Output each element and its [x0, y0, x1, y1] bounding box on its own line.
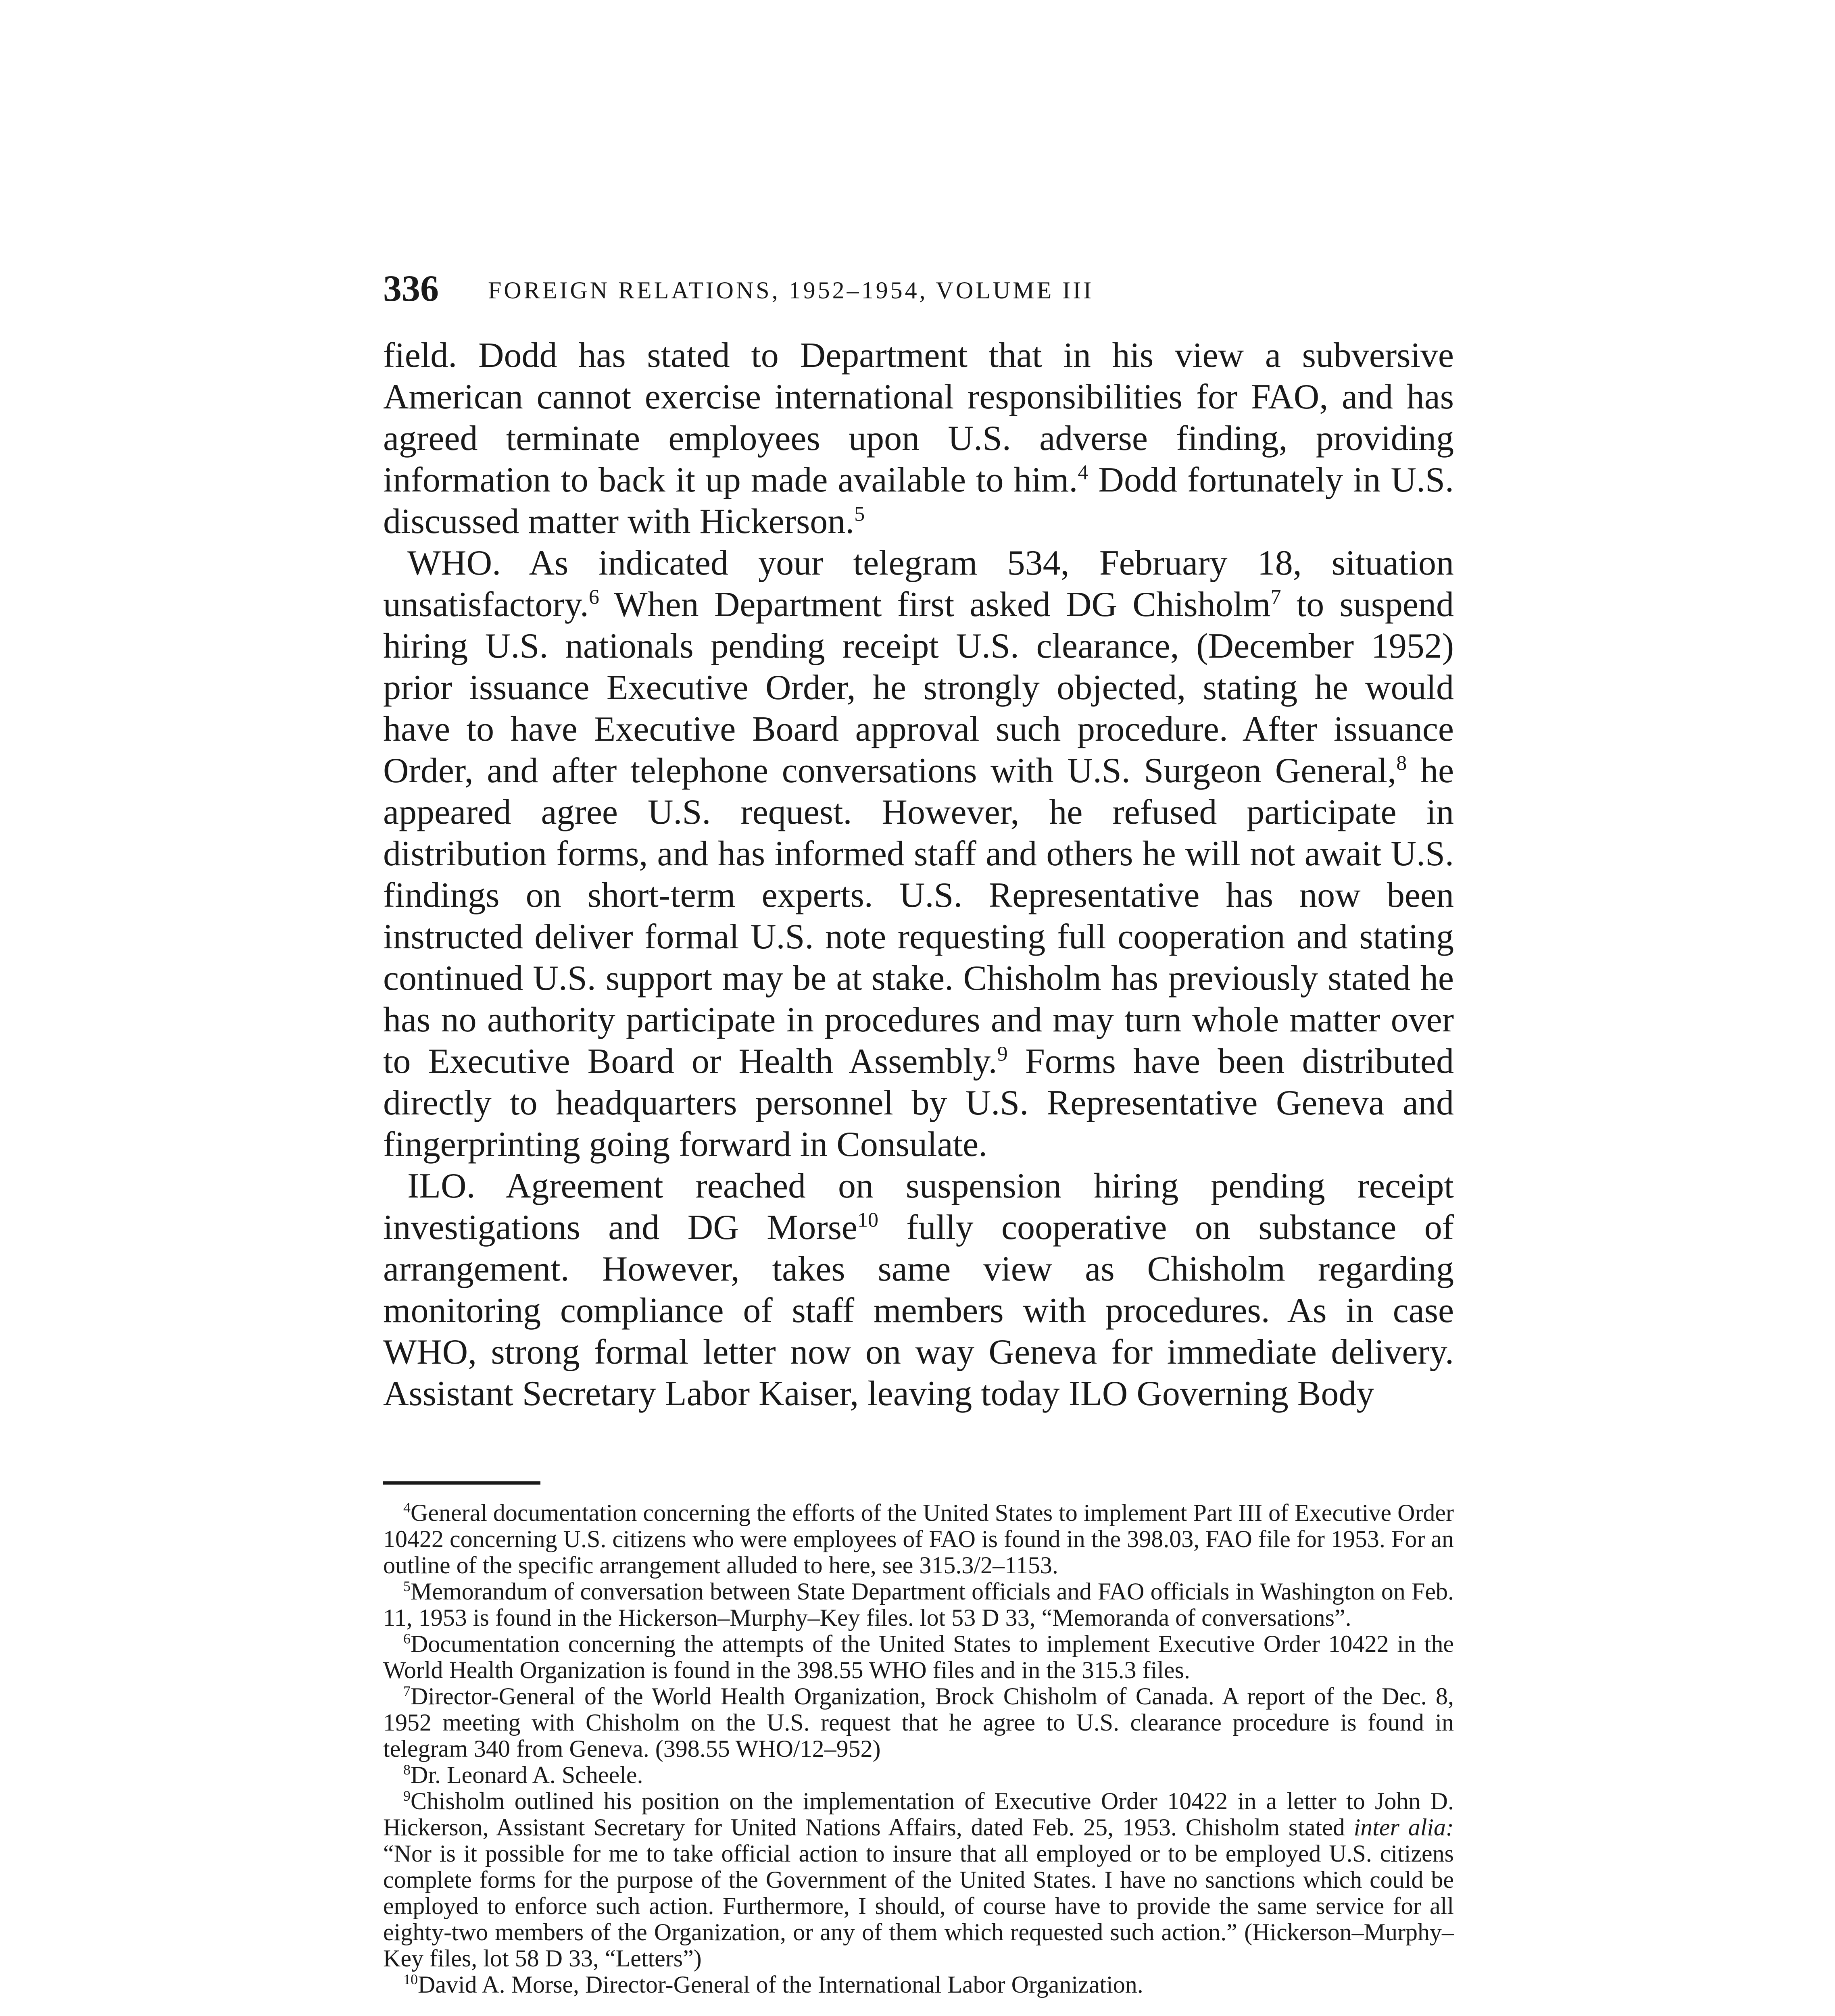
page-number: 336	[383, 268, 439, 309]
footnote-ref-7: 7	[1270, 585, 1281, 609]
body-text	[383, 335, 1454, 1414]
paragraph-fao: field. Dodd has stated to Department that in his view a subversive American cannot exercise international responsibilities for FAO, and has agreed terminate employees upon U.S. adverse finding, providing information to back it up made available to him.$^4$ Dodd fortunately in U.S. discussed matter with Hickerson.$^5$	[383, 336, 1454, 541]
footnote-ref-4: 4	[1078, 461, 1088, 484]
footnote-ref-10: 10	[857, 1208, 879, 1232]
footnote-8: $^8$Dr. Leonard A. Scheele.	[403, 1762, 643, 1788]
footnote-10: $^{10}$David A. Morse, Director-General of the International Labor Organization.	[403, 1971, 1143, 1998]
footnote-4: $^4$General documentation concerning the efforts of the United States to implement Part III of Executive Order 10422 concerning U.S. citizens who were employees of FAO is found in the 398.03, FAO file for 1953. For an outline of the specific arrangement alluded to here, see 315.3/2–1153.	[383, 1500, 1454, 1579]
running-head: FOREIGN RELATIONS, 1952–1954, VOLUME III	[488, 277, 1094, 304]
footnote-6: $^6$Documentation concerning the attempts of the United States to implement Executive Order 10422 in the World Health Organization is found in the 398.55 WHO files and in the 315.3 files.	[383, 1631, 1454, 1683]
paragraph-ilo: ILO. Agreement reached on suspension hiring pending receipt investigations and DG Morse$^{10}$ fully cooperative on substance of arrangement. However, takes same view as Chisholm regarding monitoring compliance of staff members with procedures. As in case WHO, strong formal letter now on way Geneva for immediate delivery. Assistant Secretary Labor Kaiser, leaving today ILO Governing Body	[383, 1166, 1454, 1413]
footnotes	[383, 1500, 1454, 1998]
paragraph-who: WHO. As indicated your telegram 534, February 18, situation unsatisfactory.$^6$ When Department first asked DG Chisholm$^7$ to suspend hiring U.S. nationals pending receipt U.S. clearance, (December 1952) prior issuance Executive Order, he strongly objected, stating he would have to have Executive Board approval such procedure. After issuance Order, and after telephone conversations with U.S. Surgeon General,$^8$ he appeared agree U.S. request. However, he refused participate in distribution forms, and has informed staff and others he will not await U.S. findings on short-term experts. U.S. Representative has now been instructed deliver formal U.S. note requesting full cooperation and stating continued U.S. support may be at stake. Chisholm has previously stated he has no authority participate in procedures and may turn whole matter over to Executive Board or Health Assembly.$^9$ Forms have been distributed directly to headquarters personnel by U.S. Representative Geneva and fingerprinting going forward in Consulate.	[383, 544, 1454, 1164]
footnote-ref-8: 8	[1396, 752, 1407, 775]
page-header	[383, 266, 1456, 310]
footnote-divider	[383, 1481, 540, 1485]
footnote-ref-6: 6	[588, 585, 599, 609]
footnote-9: $^9$Chisholm outlined his position on the implementation of Executive Order 10422 in a letter to John D. Hickerson, Assistant Secretary for United Nations Affairs, dated Feb. 25, 1953. Chisholm stated inter alia: “Nor is it possible for me to take official action to insure that all employed or to be employed U.S. citizens complete forms for the purpose of the Government of the United States. I have no sanctions which could be employed to enforce such action. Furthermore, I should, of course have to provide the same service for all eighty-two members of the Organization, or any of them which requested such action.” (Hickerson–Murphy–Key files, lot 58 D 33, “Letters”)	[383, 1788, 1454, 1972]
footnote-ref-5: 5	[854, 502, 865, 526]
footnote-ref-9: 9	[997, 1042, 1008, 1066]
footnote-5: $^5$Memorandum of conversation between State Department officials and FAO officials in Washington on Feb. 11, 1953 is found in the Hickerson–Murphy–Key files. lot 53 D 33, “Memoranda of conversations”.	[383, 1578, 1454, 1631]
footnote-7: $^7$Director-General of the World Health Organization, Brock Chisholm of Canada. A report of the Dec. 8, 1952 meeting with Chisholm on the U.S. request that he agree to U.S. clearance procedure is found in telegram 340 from Geneva. (398.55 WHO/12–952)	[383, 1683, 1454, 1762]
